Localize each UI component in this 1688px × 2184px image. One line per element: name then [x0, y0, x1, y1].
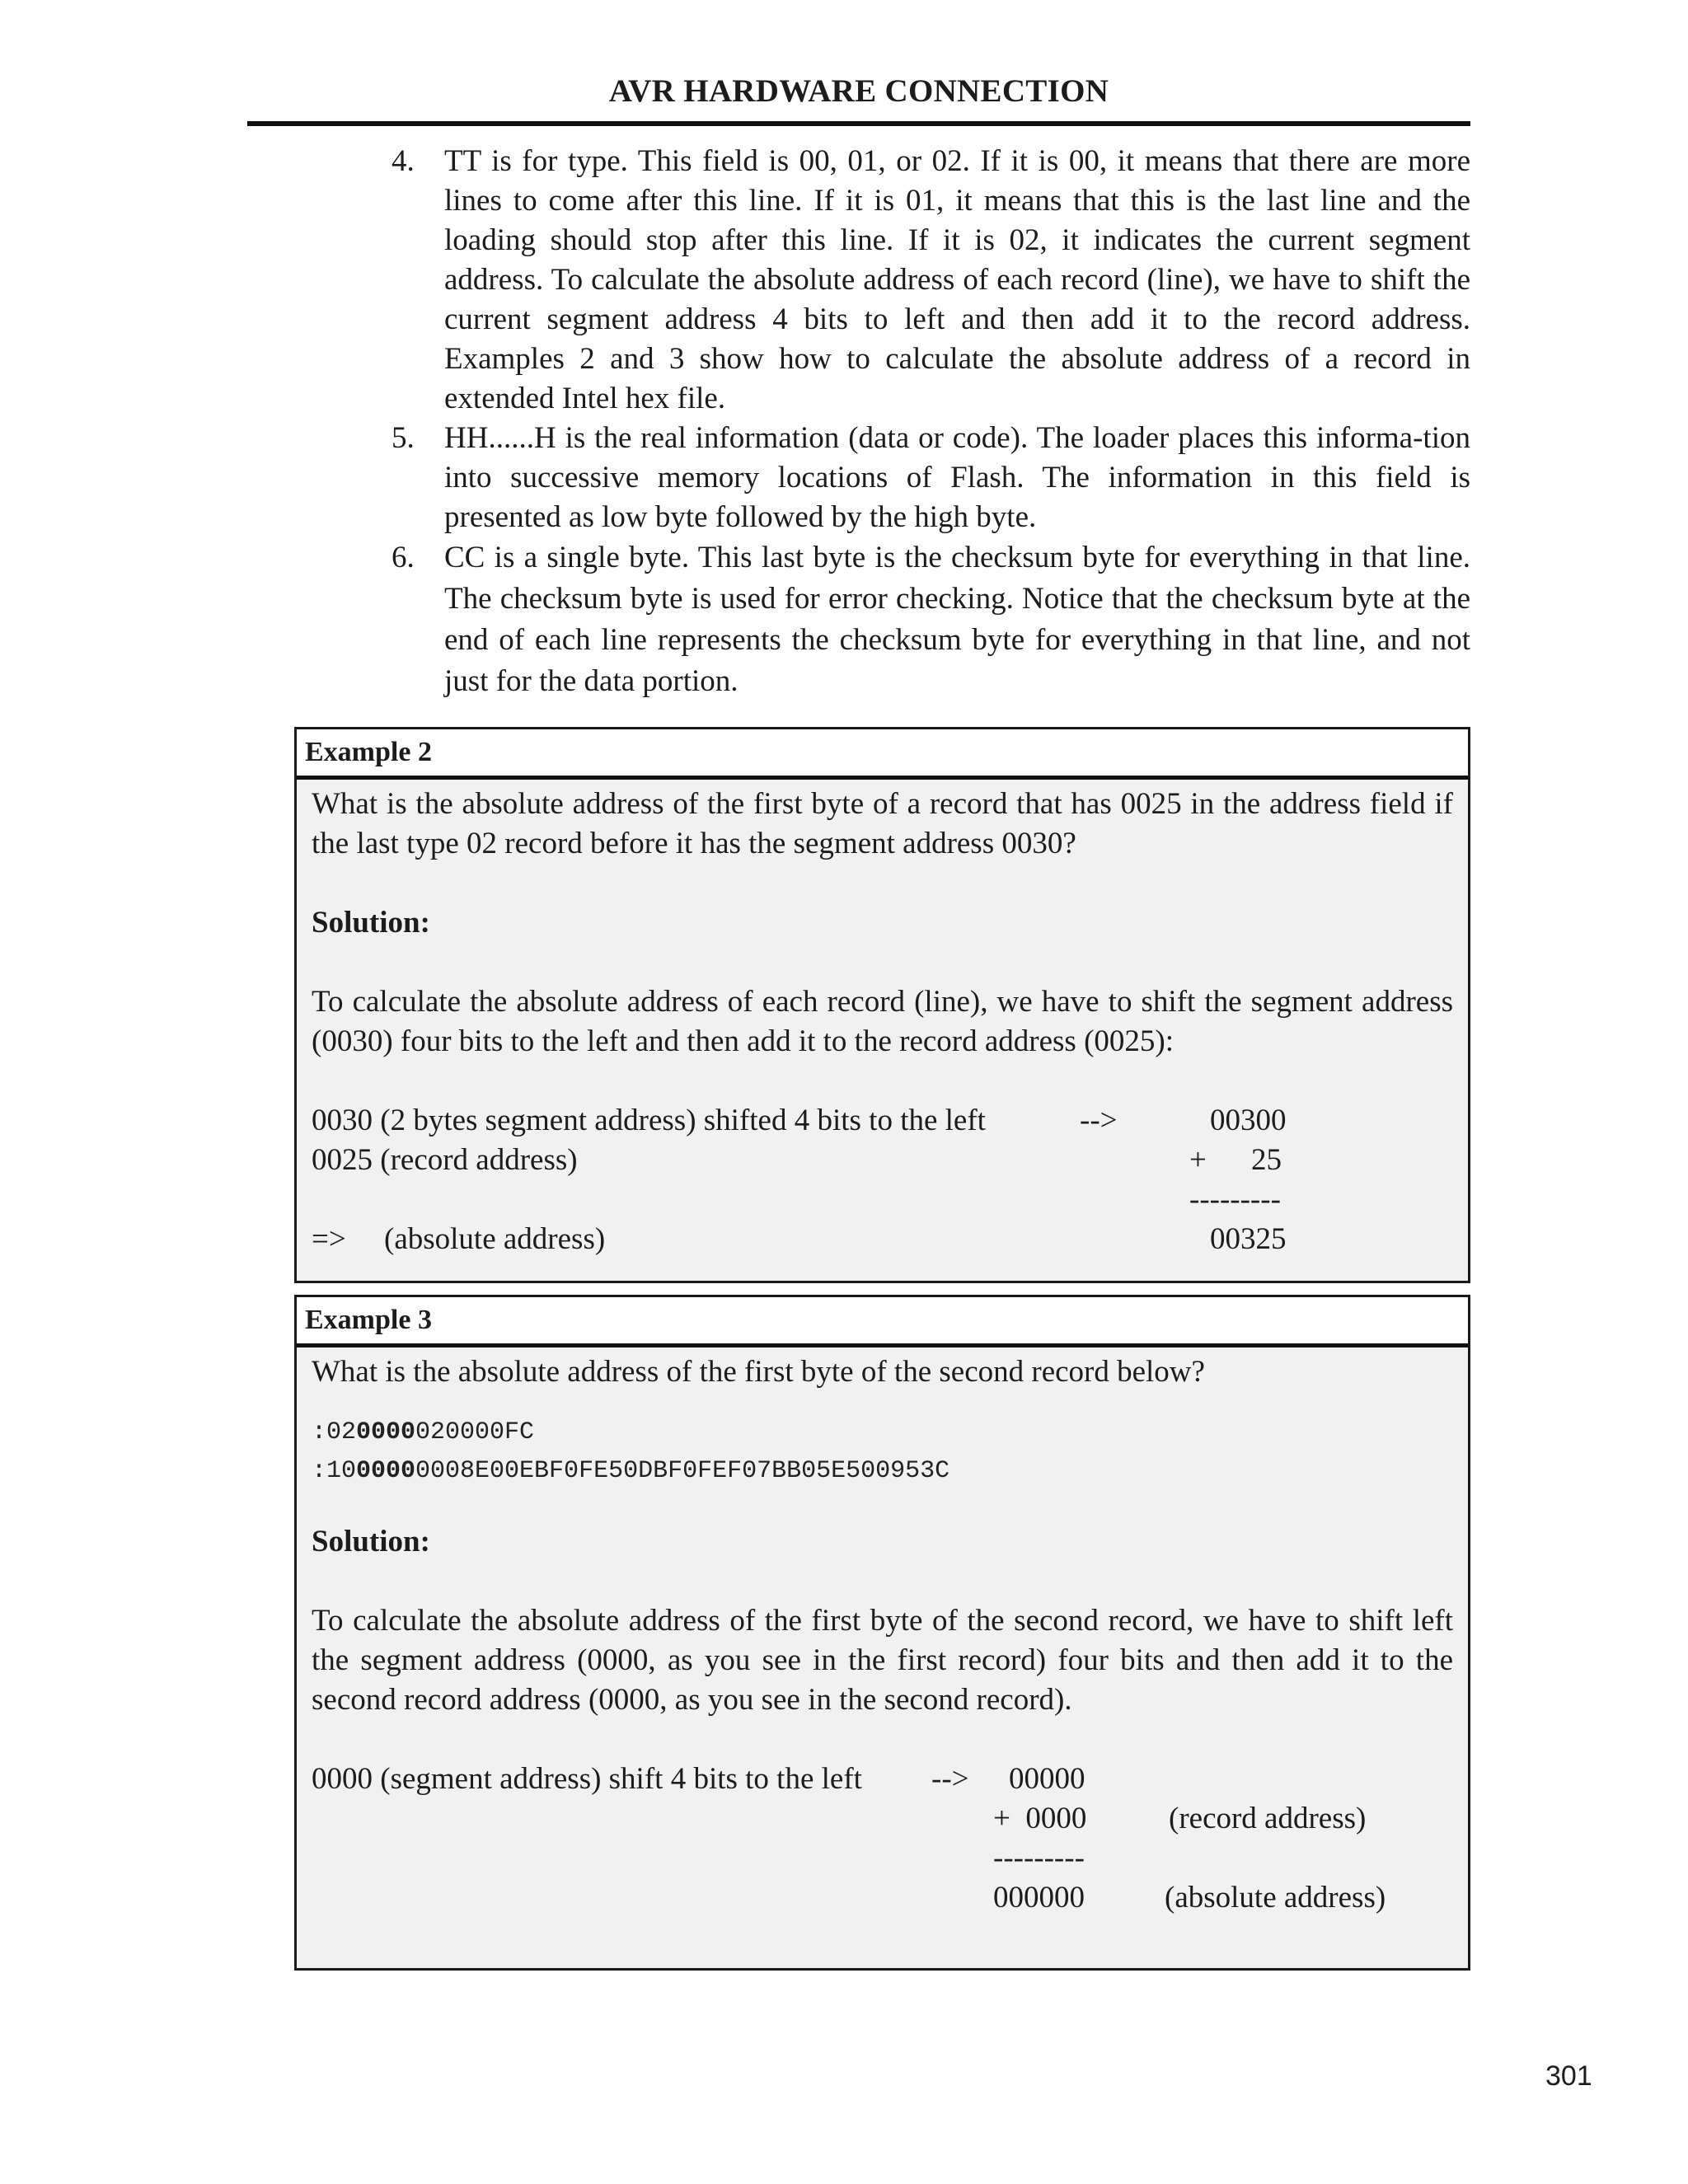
running-header: AVR HARDWARE CONNECTION — [608, 73, 1109, 109]
list-item — [392, 537, 1470, 702]
calc-label: (record address) — [1169, 1802, 1367, 1835]
list-item-text: HH......H is the real information (data or code). The loader places this informa-tion into successive memory locations of Flash. The information in this field is presented as low byte followed by the high byte. — [444, 421, 1470, 534]
calc-description: (absolute address) — [384, 1222, 606, 1256]
calc-label: (absolute address) — [1165, 1881, 1386, 1915]
example-3-body — [297, 1347, 1468, 1918]
list-item — [392, 142, 1470, 419]
field-description-list — [392, 142, 1470, 702]
list-item — [392, 419, 1470, 537]
example-2-explanation: To calculate the absolute address of each record (line), we have to shift the segment address (0030) four bits to the left and then add it to the record address (0025): — [312, 985, 1453, 1058]
list-item-number: 5. — [392, 421, 415, 455]
example-2-question: What is the absolute address of the first byte of a record that has 0025 in the address field if the last type 02 record before it has the segment address 0030? — [312, 787, 1453, 860]
hex-record-2: :1000000008E00EBF0FE50DBF0FEF07BB05E500953C — [312, 1457, 950, 1485]
example-3-title: Example 3 — [297, 1297, 1468, 1347]
list-item-number: 4. — [392, 144, 415, 178]
calc-separator: --------- — [1189, 1183, 1281, 1216]
calc-value: 00300 — [1210, 1104, 1287, 1137]
calc-arrow: => — [312, 1222, 346, 1256]
example-3-question: What is the absolute address of the first byte of the second record below? — [312, 1355, 1205, 1389]
calc-description: 0030 (2 bytes segment address) shifted 4 bits to the left — [312, 1104, 986, 1137]
calc-description: 0025 (record address) — [312, 1143, 578, 1177]
example-2-calc-separator — [312, 1180, 1453, 1220]
calc-plus: + — [1189, 1143, 1207, 1177]
calc-value: 25 — [1251, 1143, 1282, 1177]
calc-arrow: --> — [931, 1762, 969, 1796]
calc-arrow: --> — [1080, 1104, 1118, 1137]
example-2-calc-row-2 — [312, 1141, 1453, 1180]
calc-description: 0000 (segment address) shift 4 bits to the left — [312, 1762, 862, 1796]
calc-value: 00000 — [1009, 1762, 1085, 1796]
calc-value: 00325 — [1210, 1222, 1287, 1256]
example-2-calc-row-1 — [312, 1101, 1453, 1141]
example-2-body — [297, 780, 1468, 1259]
example-3-calc-row-3 — [312, 1878, 1453, 1918]
example-2-solution-label: Solution: — [312, 906, 430, 940]
example-3-calc-row-2 — [312, 1799, 1453, 1839]
header-rule — [247, 121, 1470, 126]
calc-separator: --------- — [993, 1841, 1085, 1875]
example-3-calc-row-1 — [312, 1760, 1453, 1799]
calc-value: + 0000 — [993, 1802, 1087, 1835]
example-3-explanation: To calculate the absolute address of the first byte of the second record, we have to shift left the segment address (0000, as you see in the first record) four bits and then add it to the second record address (0000, as you see in the second record). — [312, 1604, 1453, 1717]
example-3-calc-separator — [312, 1839, 1453, 1878]
list-item-text: CC is a single byte. This last byte is the checksum byte for everything in that line. The checksum byte is used for error checking. Notice that the checksum byte at the end of each line represents the checksum byte for everything in that line, and not just for the data portion. — [444, 541, 1470, 698]
example-2-title: Example 2 — [297, 729, 1468, 780]
list-item-text: TT is for type. This field is 00, 01, or 02. If it is 00, it means that there are more lines to come after this line. If it is 01, it means that this is the last line and the loading should stop after this line. If it is 02, it indicates the current segment address. To calculate the absolute address of each record (line), we have to shift the current segment address 4 bits to left and then add it to the record address. Examples 2 and 3 show how to calculate the absolute address of a record in extended Intel hex file. — [444, 144, 1470, 415]
page-number: 301 — [1545, 2060, 1592, 2092]
example-2-box — [294, 727, 1470, 1283]
example-2-calc-row-3 — [312, 1220, 1453, 1259]
example-3-box — [294, 1295, 1470, 1971]
list-item-number: 6. — [392, 541, 415, 574]
calc-value: 000000 — [993, 1881, 1085, 1915]
example-3-solution-label: Solution: — [312, 1525, 430, 1558]
hex-record-1: :020000020000FC — [312, 1418, 535, 1446]
